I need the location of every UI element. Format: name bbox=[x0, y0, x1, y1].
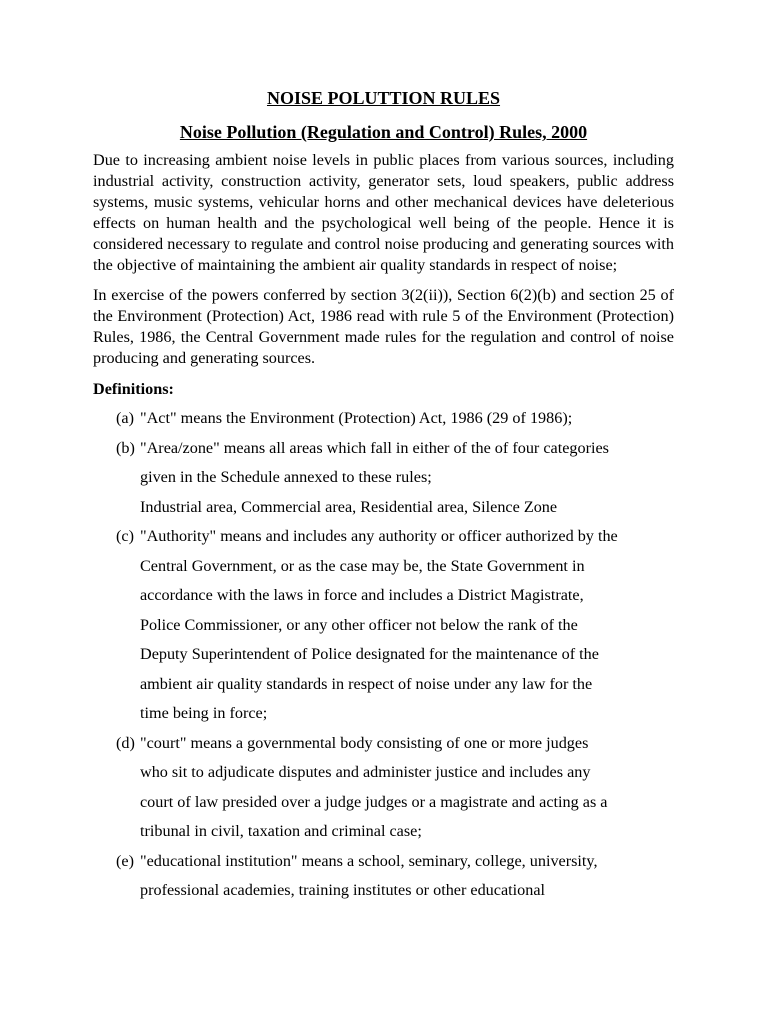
enactment-paragraph: In exercise of the powers conferred by section 3(2(ii)), Section 6(2)(b) and section 25 of the Environment (Protection) Act, 1986 read with rule 5 of the Environment (Protection) Rules, 1986, the Central Government made rules for the regulation and control of noise producing and generating sources. bbox=[93, 286, 674, 367]
definition-line: "Act" means the Environment (Protection) Act, 1986 (29 of 1986); bbox=[140, 409, 573, 427]
definition-line: tribunal in civil, taxation and criminal case; bbox=[140, 822, 422, 840]
definition-line: given in the Schedule annexed to these rules; bbox=[140, 468, 432, 486]
definition-item-e bbox=[93, 847, 674, 906]
definition-marker: (c) bbox=[116, 527, 134, 545]
definition-line: Police Commissioner, or any other officer not below the rank of the bbox=[140, 615, 578, 634]
definition-line: Industrial area, Commercial area, Residential area, Silence Zone bbox=[140, 497, 558, 516]
definition-line: who sit to adjudicate disputes and administer justice and includes any bbox=[140, 763, 591, 781]
definitions-list bbox=[93, 404, 674, 906]
definition-marker: (e) bbox=[116, 851, 134, 870]
definitions-heading: Definitions: bbox=[93, 380, 174, 398]
definition-line: Central Government, or as the case may be, the State Government in bbox=[140, 556, 585, 575]
intro-paragraph: Due to increasing ambient noise levels in public places from various sources, including industrial activity, construction activity, generator sets, loud speakers, public address systems, music systems, vehicular horns and other mechanical devices have deleterious effects on human health and the psychological well being of the people. Hence it is considered necessary to regulate and control noise producing and generating sources with the objective of maintaining the ambient air quality standards in respect of noise; bbox=[93, 151, 674, 274]
definition-line: "Authority" means and includes any authority or officer authorized by the bbox=[140, 527, 618, 545]
definition-marker: (a) bbox=[116, 409, 134, 427]
definition-item-a bbox=[93, 404, 674, 434]
definition-item-b bbox=[93, 434, 674, 523]
definition-line: Deputy Superintendent of Police designated for the maintenance of the bbox=[140, 645, 599, 663]
document-subtitle: Noise Pollution (Regulation and Control) Rules, 2000 bbox=[179, 122, 588, 142]
definition-line: accordance with the laws in force and includes a District Magistrate, bbox=[140, 586, 584, 604]
definition-marker: (b) bbox=[116, 438, 135, 457]
document-page bbox=[93, 86, 674, 906]
definition-line: time being in force; bbox=[140, 704, 268, 722]
definition-item-c bbox=[93, 522, 674, 729]
definition-marker: (d) bbox=[116, 733, 135, 752]
definition-line: "Area/zone" means all areas which fall in either of the of four categories bbox=[140, 438, 609, 457]
definition-line: court of law presided over a judge judges or a magistrate and acting as a bbox=[140, 792, 608, 811]
definition-item-d bbox=[93, 729, 674, 847]
definition-line: "court" means a governmental body consisting of one or more judges bbox=[140, 733, 589, 752]
definition-line: ambient air quality standards in respect of noise under any law for the bbox=[140, 674, 593, 693]
definition-line: professional academies, training institutes or other educational bbox=[140, 881, 546, 899]
document-title: NOISE POLUTTION RULES bbox=[266, 88, 501, 108]
definition-line: "educational institution" means a school, seminary, college, university, bbox=[140, 851, 598, 870]
